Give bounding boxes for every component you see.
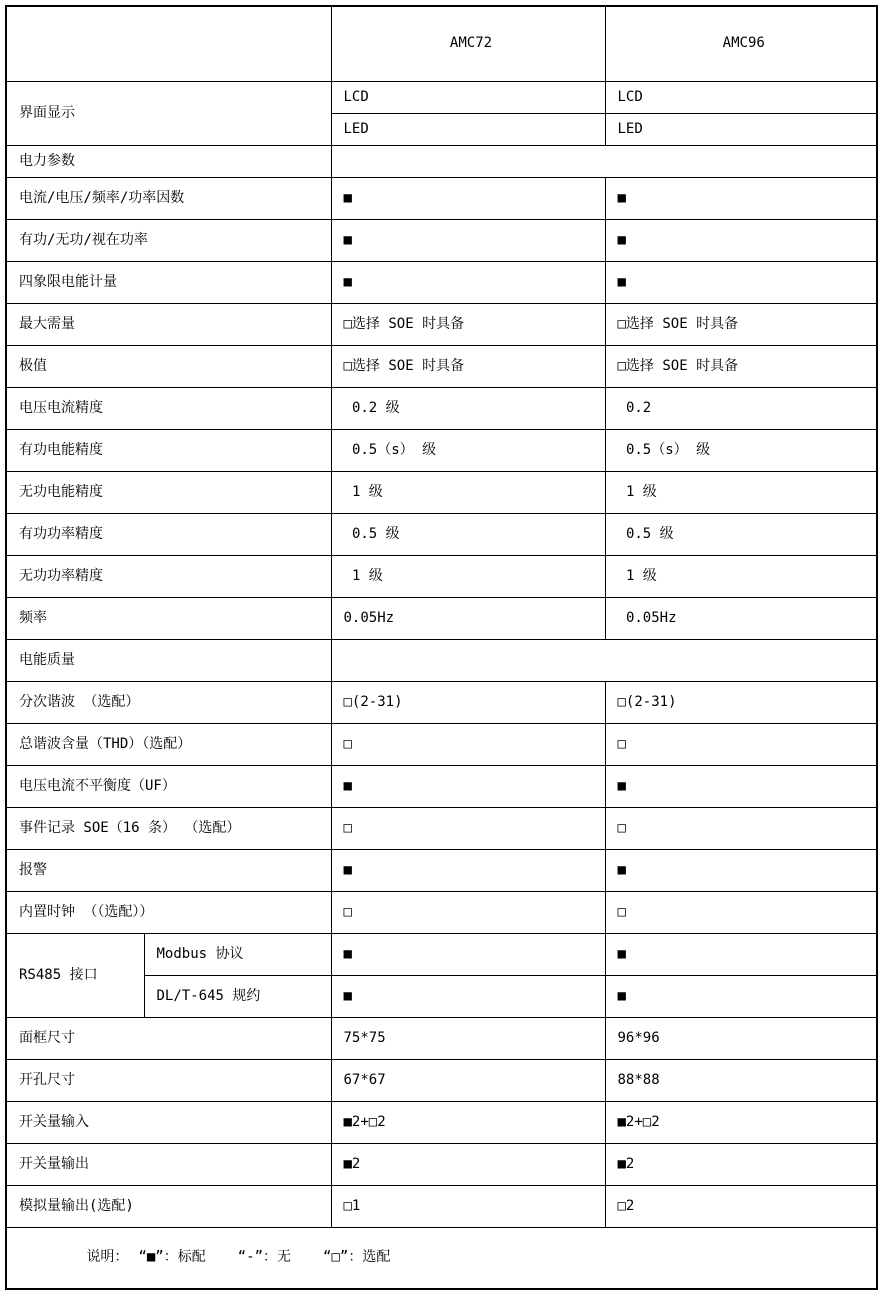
column-header-amc96: AMC96 [605, 6, 877, 81]
spec-row-label: 总谐波含量（THD）（选配） [6, 723, 331, 765]
table-row [6, 597, 877, 639]
amc96-value: ■ [605, 261, 877, 303]
amc72-value: □1 [331, 1185, 605, 1227]
spec-row-label: 面框尺寸 [6, 1017, 331, 1059]
amc72-value: LED [331, 113, 605, 145]
amc72-value: ■ [331, 177, 605, 219]
table-row [6, 1017, 877, 1059]
section-empty-cell [331, 639, 877, 681]
amc72-value: 67*67 [331, 1059, 605, 1101]
spec-row-label: 无功电能精度 [6, 471, 331, 513]
spec-row-label-interface-display: 界面显示 [6, 81, 331, 145]
amc72-value: □ [331, 807, 605, 849]
spec-row-label-rs485: RS485 接口 [6, 933, 144, 1017]
table-row [6, 1143, 877, 1185]
spec-row-label: 电流/电压/频率/功率因数 [6, 177, 331, 219]
table-row [6, 81, 877, 113]
spec-row-label: 内置时钟 （（选配）） [6, 891, 331, 933]
amc96-value: LCD [605, 81, 877, 113]
section-header-power-params: 电力参数 [6, 145, 331, 177]
table-row [6, 681, 877, 723]
amc96-value: □(2-31) [605, 681, 877, 723]
legend-prefix: 说明： [86, 1249, 129, 1266]
product-spec-comparison-table [5, 5, 878, 1290]
table-row [6, 471, 877, 513]
amc72-value: 75*75 [331, 1017, 605, 1059]
table-row [6, 303, 877, 345]
table-row [6, 1185, 877, 1227]
spec-row-label: 电压电流精度 [6, 387, 331, 429]
spec-row-label: 报警 [6, 849, 331, 891]
amc72-value: ■ [331, 765, 605, 807]
spec-row-label: 极值 [6, 345, 331, 387]
amc96-value: ■ [605, 177, 877, 219]
amc72-value: □(2-31) [331, 681, 605, 723]
amc72-value: ■ [331, 933, 605, 975]
table-row [6, 849, 877, 891]
section-row-power-quality [6, 639, 877, 681]
amc96-value: 88*88 [605, 1059, 877, 1101]
section-header-power-quality: 电能质量 [6, 639, 331, 681]
amc72-value: 0.5 级 [331, 513, 605, 555]
table-row [6, 177, 877, 219]
amc72-value: □选择 SOE 时具备 [331, 303, 605, 345]
amc72-value: □选择 SOE 时具备 [331, 345, 605, 387]
table-row [6, 429, 877, 471]
spec-row-label: 有功电能精度 [6, 429, 331, 471]
amc72-value: ■ [331, 975, 605, 1017]
amc96-value: 1 级 [605, 555, 877, 597]
spec-row-label: 有功/无功/视在功率 [6, 219, 331, 261]
table-row [6, 345, 877, 387]
column-header-amc72: AMC72 [331, 6, 605, 81]
spec-row-label: 事件记录 SOE（16 条） （选配） [6, 807, 331, 849]
amc96-value: □ [605, 891, 877, 933]
legend-item-standard: “■”：标配 [138, 1249, 206, 1266]
amc96-value: ■ [605, 219, 877, 261]
amc72-value: 0.2 级 [331, 387, 605, 429]
amc96-value: 0.5（s） 级 [605, 429, 877, 471]
amc96-value: ■ [605, 849, 877, 891]
legend-note [6, 1227, 877, 1289]
amc96-value: 0.05Hz [605, 597, 877, 639]
amc96-value: ■ [605, 933, 877, 975]
amc72-value: ■2 [331, 1143, 605, 1185]
table-row [6, 807, 877, 849]
amc72-value: □ [331, 891, 605, 933]
amc72-value: ■2+□2 [331, 1101, 605, 1143]
amc72-value: □ [331, 723, 605, 765]
amc72-value: ■ [331, 219, 605, 261]
amc96-value: 96*96 [605, 1017, 877, 1059]
table-row [6, 219, 877, 261]
amc72-value: ■ [331, 849, 605, 891]
legend-item-optional: “□”：选配 [323, 1249, 391, 1266]
corner-empty-cell [6, 6, 331, 81]
spec-row-label: 电压电流不平衡度（UF） [6, 765, 331, 807]
amc96-value: □选择 SOE 时具备 [605, 345, 877, 387]
legend-item-none: “-”：无 [237, 1249, 292, 1266]
table-row [6, 723, 877, 765]
amc96-value: ■ [605, 765, 877, 807]
amc72-value: LCD [331, 81, 605, 113]
amc72-value: 0.05Hz [331, 597, 605, 639]
spec-row-label: 开关量输入 [6, 1101, 331, 1143]
table-row [6, 555, 877, 597]
table-header-row [6, 6, 877, 81]
table-row [6, 1101, 877, 1143]
legend-row [6, 1227, 877, 1289]
spec-row-label: 分次谐波 （选配） [6, 681, 331, 723]
spec-row-label: 四象限电能计量 [6, 261, 331, 303]
amc96-value: □2 [605, 1185, 877, 1227]
amc72-value: ■ [331, 261, 605, 303]
rs485-protocol-label: Modbus 协议 [144, 933, 331, 975]
table-row [6, 1059, 877, 1101]
amc72-value: 1 级 [331, 471, 605, 513]
section-empty-cell [331, 145, 877, 177]
amc96-value: 0.2 [605, 387, 877, 429]
section-row-power-params [6, 145, 877, 177]
table-row [6, 261, 877, 303]
amc96-value: ■2 [605, 1143, 877, 1185]
amc96-value: □ [605, 807, 877, 849]
spec-row-label: 开关量输出 [6, 1143, 331, 1185]
amc96-value: ■2+□2 [605, 1101, 877, 1143]
table-row [6, 387, 877, 429]
table-row [6, 765, 877, 807]
amc96-value: 0.5 级 [605, 513, 877, 555]
amc96-value: □ [605, 723, 877, 765]
table-row [6, 891, 877, 933]
spec-row-label: 频率 [6, 597, 331, 639]
spec-row-label: 最大需量 [6, 303, 331, 345]
spec-row-label: 开孔尺寸 [6, 1059, 331, 1101]
amc72-value: 0.5（s） 级 [331, 429, 605, 471]
spec-row-label: 模拟量输出(选配) [6, 1185, 331, 1227]
rs485-protocol-label: DL/T-645 规约 [144, 975, 331, 1017]
spec-row-label: 有功功率精度 [6, 513, 331, 555]
amc96-value: LED [605, 113, 877, 145]
amc72-value: 1 级 [331, 555, 605, 597]
table-row-rs485 [6, 933, 877, 975]
amc96-value: □选择 SOE 时具备 [605, 303, 877, 345]
table-row [6, 513, 877, 555]
amc96-value: ■ [605, 975, 877, 1017]
amc96-value: 1 级 [605, 471, 877, 513]
spec-row-label: 无功功率精度 [6, 555, 331, 597]
